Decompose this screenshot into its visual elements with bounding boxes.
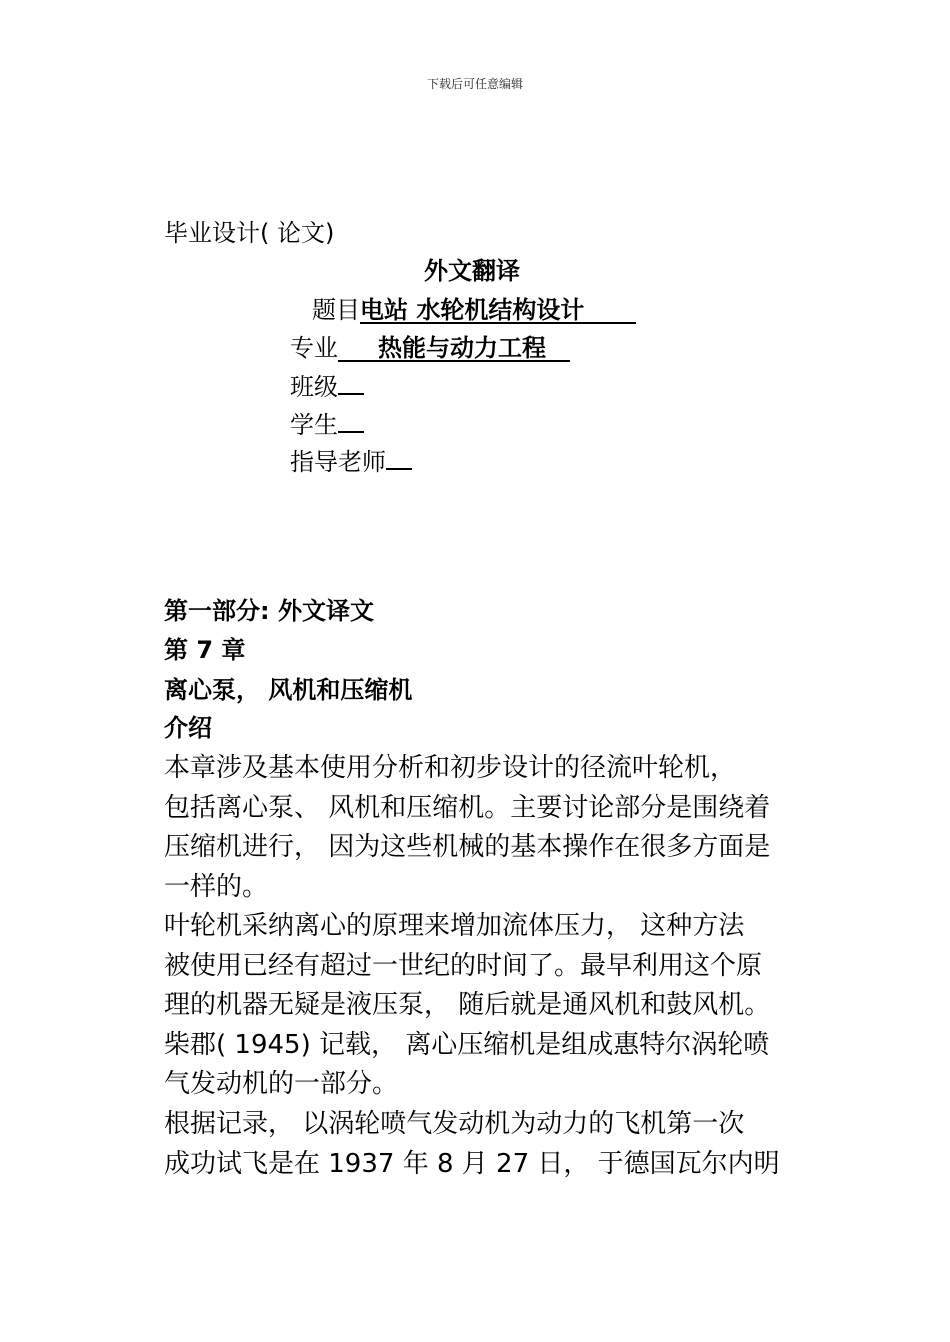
major-label: 专业 [290,334,338,362]
paragraph-line: 叶轮机采纳离心的原理来增加流体压力， 这种方法 [164,911,745,941]
body-paragraph-1 [164,749,792,907]
thesis-label: 毕业设计( 论文) [164,219,335,247]
intro-heading: 介绍 [164,714,212,742]
major-row [290,333,570,363]
paragraph-line: 气发动机的一部分。 [164,1069,399,1099]
class-label: 班级 [290,373,338,401]
paragraph-line: 本章涉及基本使用分析和初步设计的径流叶轮机， [164,753,737,783]
translation-title: 外文翻译 [424,257,520,285]
student-blank [338,409,364,433]
topic-label: 题目 [312,296,360,324]
topic-row [312,295,636,325]
paragraph-line: 根据记录， 以涡轮喷气发动机为动力的飞机第一次 [164,1109,745,1139]
page-header-note: 下载后可任意编辑 [426,77,523,91]
major-value: 热能与动力工程 [338,336,570,362]
paragraph-line: 被使用已经有超过一世纪的时间了。最早利用这个原 [164,950,763,981]
class-blank [338,371,364,395]
paragraph-line: 压缩机进行， 因为这些机械的基本操作在很多方面是 [164,832,771,862]
student-label: 学生 [290,411,338,439]
chapter-number: 第 7 章 [164,636,246,664]
student-row [290,409,364,440]
advisor-row [290,446,412,477]
chapter-title: 离心泵， 风机和压缩机 [164,676,413,704]
part-title: 第一部分: 外文译文 [164,597,374,625]
paragraph-line: 成功试飞是在 1937 年 8 月 27 日， 于德国瓦尔内明 [164,1148,780,1179]
paragraph-line: 包括离心泵、 风机和压缩机。主要讨论部分是围绕着 [164,792,771,823]
body-paragraph-2 [164,907,792,1105]
advisor-blank [386,446,412,470]
paragraph-line: 一样的。 [164,871,269,902]
class-row [290,371,364,402]
topic-value: 电站 水轮机结构设计 [360,298,636,324]
paragraph-line: 理的机器无疑是液压泵， 随后就是通风机和鼓风机。 [164,990,771,1020]
body-paragraph-3 [164,1105,792,1184]
advisor-label: 指导老师 [290,448,386,476]
paragraph-line: 柴郡( 1945) 记载， 离心压缩机是组成惠特尔涡轮喷 [164,1029,770,1060]
